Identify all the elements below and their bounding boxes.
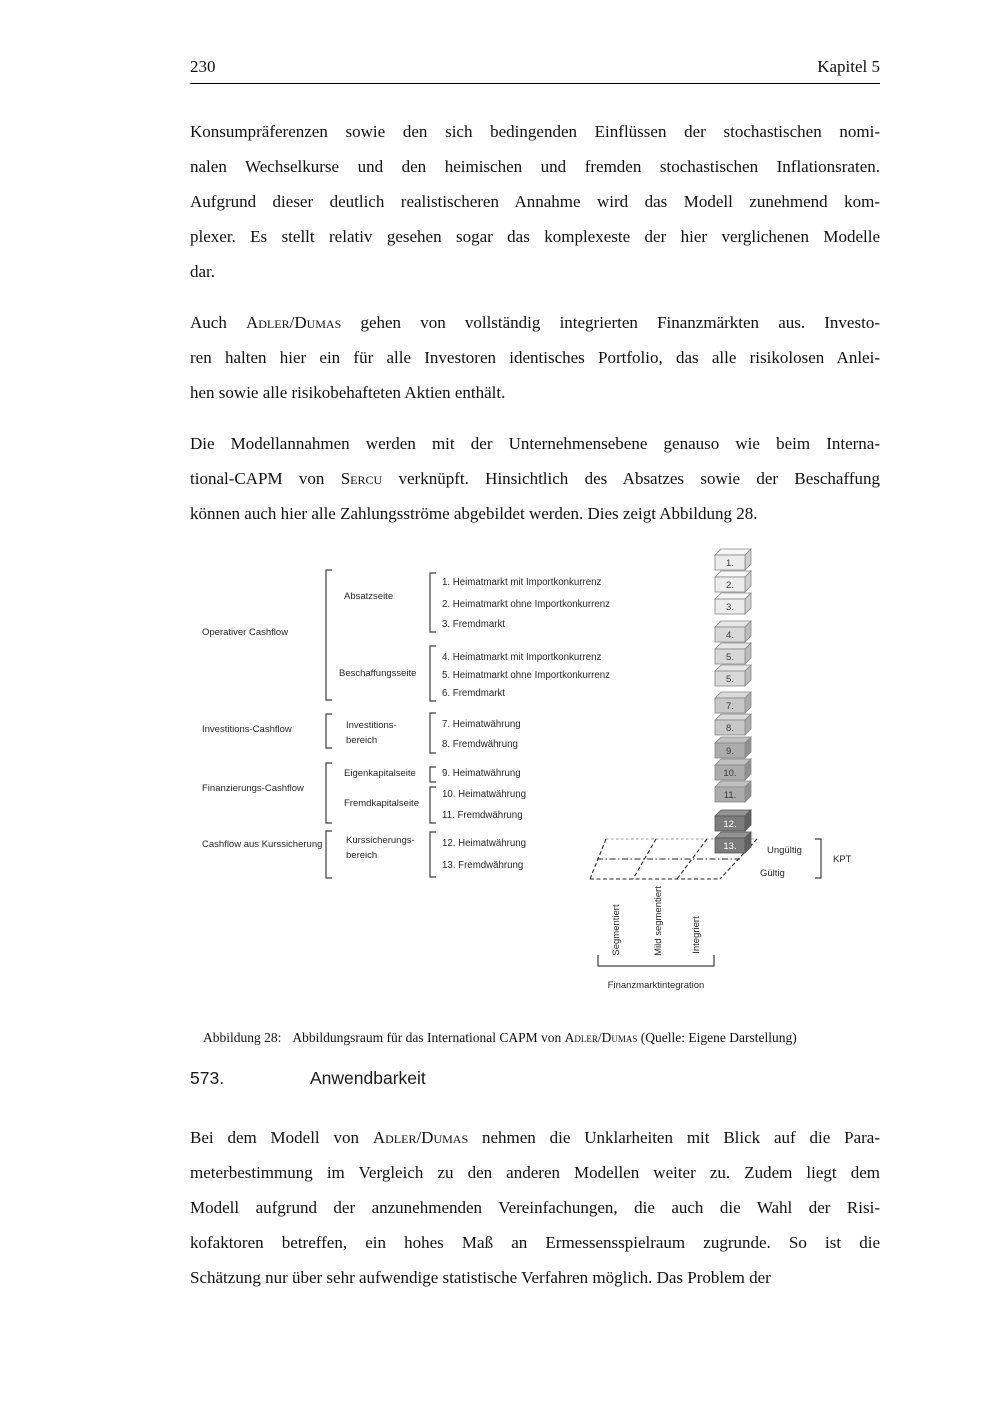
kpt-label: KPT	[833, 854, 852, 865]
subgroup-label: Eigenkapitalseite	[344, 768, 416, 779]
svg-text:12.: 12.	[723, 819, 737, 830]
cashflow-box	[715, 549, 751, 570]
paragraph-3	[190, 426, 880, 531]
figure-item: 1. Heimatmarkt mit Importkonkurrenz	[442, 577, 602, 588]
text-line: ren halten hier ein für alle Investoren identisches Portfolio, das alle risikolosen Anlei-	[190, 348, 880, 367]
cashflow-box	[715, 810, 751, 831]
subgroup-label: Investitions-	[346, 720, 397, 731]
text-line: Die Modellannahmen werden mit der Unternehmensebene genauso wie beim Interna-	[190, 434, 880, 453]
figure-item: 4. Heimatmarkt mit Importkonkurrenz	[442, 652, 602, 663]
paragraph-4	[190, 1120, 880, 1295]
tree-bracket	[326, 763, 332, 823]
section-heading	[190, 1068, 880, 1092]
subgroup-label: bereich	[346, 735, 378, 746]
caption-label: Abbildung 28:	[203, 1030, 282, 1045]
cashflow-group-label: Finanzierungs-Cashflow	[202, 783, 304, 794]
svg-text:8.: 8.	[726, 723, 734, 734]
cashflow-box	[715, 665, 751, 686]
text-line: tional-CAPM von Sercu verknüpft. Hinsichtlich des Absatzes sowie der Beschaffung	[190, 469, 880, 488]
author-name: Sercu	[340, 469, 383, 488]
figure-item: 3. Fremdmarkt	[442, 619, 505, 630]
cashflow-box	[715, 714, 751, 735]
subgroup-label: Kurssicherungs-	[346, 835, 415, 846]
tree-bracket	[430, 573, 436, 632]
cashflow-group-label: Investitions-Cashflow	[202, 724, 292, 735]
cashflow-box	[715, 692, 751, 713]
text-line: nalen Wechselkurse und den heimischen und fremden stochastischen Inflationsraten.	[190, 157, 880, 176]
text-line: meterbestimmung im Vergleich zu den anderen Modellen weiter zu. Zudem liegt dem	[190, 1163, 880, 1182]
svg-text:1.: 1.	[726, 558, 734, 569]
svg-text:5.: 5.	[726, 674, 734, 685]
text-line: Konsumpräferenzen sowie den sich bedingenden Einflüssen der stochastischen nomi-	[190, 122, 880, 141]
figure-abbildung-28	[160, 540, 900, 1010]
subgroup-label: bereich	[346, 850, 378, 861]
svg-text:9.: 9.	[726, 746, 734, 757]
author-name: Adler/Dumas	[564, 1030, 638, 1045]
text-line: Modell aufgrund der anzunehmenden Vereinfachungen, die auch die Wahl der Risi-	[190, 1198, 880, 1217]
cashflow-box	[715, 737, 751, 758]
tree-bracket	[430, 787, 436, 823]
cashflow-box	[715, 759, 751, 780]
cashflow-group-label: Cashflow aus Kurssicherung	[202, 839, 323, 850]
figure-item: 2. Heimatmarkt ohne Importkonkurrenz	[442, 599, 610, 610]
figure-item: 5. Heimatmarkt ohne Importkonkurrenz	[442, 670, 610, 681]
axis-label-mild-segmentiert: Mild segmentiert	[653, 886, 664, 956]
svg-text:4.: 4.	[726, 630, 734, 641]
axis-label-integriert: Integriert	[691, 916, 702, 954]
tree-bracket	[430, 713, 436, 753]
row-label-ungueltig: Ungültig	[767, 845, 802, 856]
cashflow-box	[715, 621, 751, 642]
cashflow-box	[715, 593, 751, 614]
subgroup-label: Beschaffungsseite	[339, 668, 417, 679]
text-line: können auch hier alle Zahlungsströme abgebildet werden. Dies zeigt Abbildung 28.	[190, 504, 758, 523]
figure-item: 9. Heimatwährung	[442, 768, 521, 779]
figure-item: 8. Fremdwährung	[442, 739, 518, 750]
figure-item: 6. Fremdmarkt	[442, 688, 505, 699]
axis-label-segmentiert: Segmentiert	[611, 904, 622, 956]
tree-bracket	[430, 767, 436, 782]
svg-text:10.: 10.	[723, 768, 737, 779]
text-line: kofaktoren betreffen, ein hohes Maß an Ermessensspielraum zugrunde. So ist die	[190, 1233, 880, 1252]
figure-item: 11. Fremdwährung	[442, 810, 523, 821]
cashflow-group-label: Operativer Cashflow	[202, 627, 289, 638]
paragraph-2	[190, 305, 880, 410]
figure-caption: Abbildung 28: Abbildungsraum für das International CAPM von Adler/Dumas (Quelle: Eigene Darstellung)	[203, 1030, 797, 1045]
text-line: Aufgrund dieser deutlich realistischeren Annahme wird das Modell zunehmend kom-	[190, 192, 880, 211]
cashflow-box	[715, 781, 751, 802]
tree-bracket	[326, 570, 332, 700]
tree-bracket	[326, 831, 332, 878]
tree-bracket	[430, 832, 436, 877]
svg-text:5.: 5.	[726, 652, 734, 663]
text-line: plexer. Es stellt relativ gesehen sogar das komplexeste der hier verglichenen Modelle	[190, 227, 880, 246]
svg-text:3.: 3.	[726, 602, 734, 613]
cashflow-box	[715, 571, 751, 592]
svg-text:7.: 7.	[726, 701, 734, 712]
svg-text:13.: 13.	[723, 841, 737, 852]
text-line: hen sowie alle risikobehafteten Aktien enthält.	[190, 383, 506, 402]
cashflow-box	[715, 832, 751, 853]
subgroup-label: Absatzseite	[344, 591, 394, 602]
section-number: 573.	[190, 1068, 225, 1088]
kpt-bracket	[815, 839, 821, 878]
figure-item: 7. Heimatwährung	[442, 719, 521, 730]
tree-bracket	[430, 646, 436, 701]
figure-item: 10. Heimatwährung	[442, 789, 527, 800]
paragraph-1	[190, 114, 880, 289]
text-line: Schätzung nur über sehr aufwendige statistische Verfahren möglich. Das Problem der	[190, 1268, 771, 1287]
page-header	[190, 57, 880, 84]
author-name: Adler/Dumas	[372, 1128, 469, 1147]
figure-item: 12. Heimatwährung	[442, 838, 527, 849]
tree-bracket	[326, 714, 332, 748]
section-title: Anwendbarkeit	[310, 1068, 426, 1088]
author-name: Adler/Dumas	[245, 313, 342, 332]
row-label-gueltig: Gültig	[760, 868, 785, 879]
axis-title: Finanzmarktintegration	[607, 980, 705, 991]
chapter-label: Kapitel 5	[817, 57, 880, 76]
figure-item: 13. Fremdwährung	[442, 860, 524, 871]
text-line: dar.	[190, 262, 216, 281]
text-line: Bei dem Modell von Adler/Dumas nehmen die Unklarheiten mit Blick auf die Para-	[190, 1128, 881, 1147]
svg-text:2.: 2.	[726, 580, 734, 591]
page-number: 230	[190, 57, 216, 76]
subgroup-label: Fremdkapitalseite	[344, 798, 419, 809]
cashflow-box	[715, 643, 751, 664]
svg-text:11.: 11.	[723, 790, 737, 801]
text-line: Auch Adler/Dumas gehen von vollständig integrierten Finanzmärkten aus. Investo-	[190, 313, 880, 332]
